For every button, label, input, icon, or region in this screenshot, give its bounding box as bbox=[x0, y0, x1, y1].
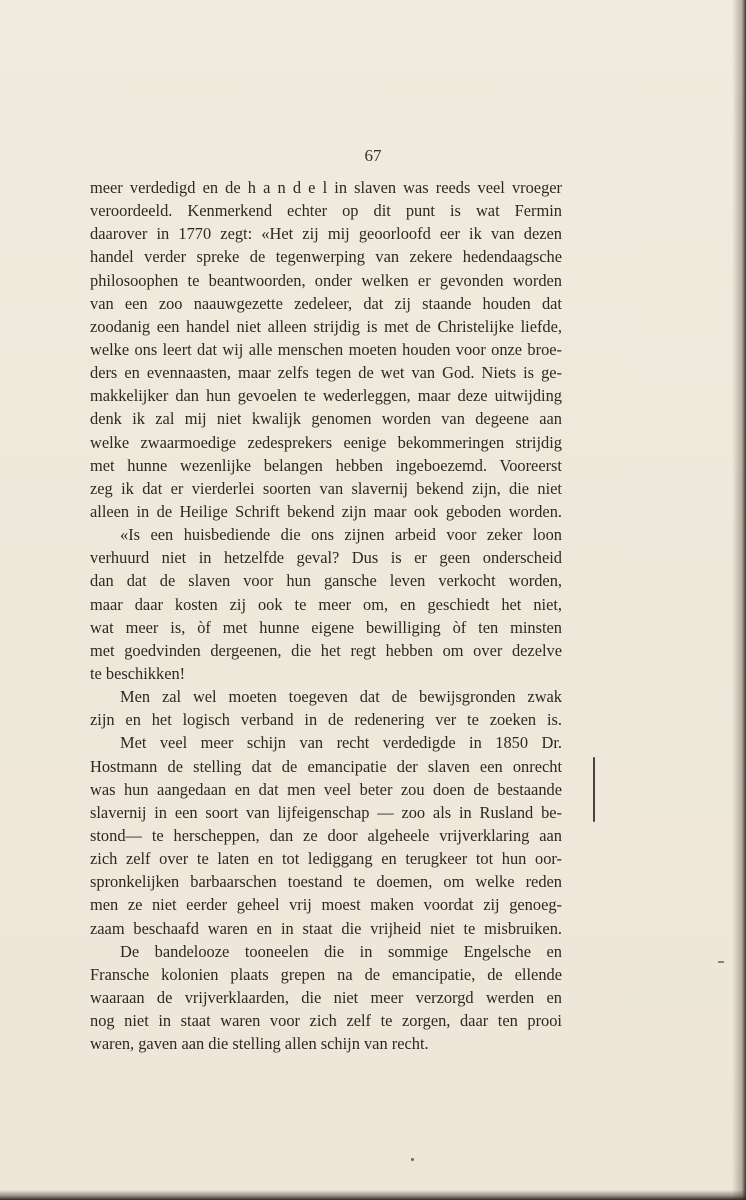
text-line: slavernij in een soort van lijfeigenschap — zoo als in Rusland be- bbox=[90, 802, 562, 822]
text-line: verhuurd niet in hetzelfde geval? Dus is er geen onderscheid bbox=[90, 548, 562, 568]
page-right-edge-shadow bbox=[732, 0, 746, 1200]
paragraph-start-line: De bandelooze tooneelen die in sommige Engelsche en bbox=[120, 941, 562, 961]
text-line: maar daar kosten zij ook te meer om, en geschiedt het niet, bbox=[90, 594, 562, 614]
text-line: spronkelijken barbaarschen toestand te doemen, om welke reden bbox=[90, 872, 562, 892]
margin-marker-line bbox=[593, 757, 595, 822]
text-line: Hostmann de stelling dat de emancipatie der slaven een onrecht bbox=[90, 756, 562, 776]
text-line: philosoophen te beantwoorden, onder welken er gevonden worden bbox=[90, 270, 562, 290]
text-line: meer verdedigd en de h a n d e l in slaven was reeds veel vroeger bbox=[90, 178, 562, 197]
text-line: wat meer is, òf met hunne eigene bewilliging òf ten minsten bbox=[90, 617, 562, 637]
text-line: nog niet in staat waren voor zich zelf te zorgen, daar ten prooi bbox=[90, 1011, 562, 1031]
text-line: Fransche kolonien plaats grepen na de emancipatie, de ellende bbox=[90, 964, 562, 984]
text-line: met goedvinden dergeenen, die het regt hebben om over dezelve bbox=[90, 640, 562, 660]
page-bottom-edge-shadow bbox=[0, 1190, 746, 1200]
paragraph-start-line: Men zal wel moeten toegeven dat de bewijsgronden zwak bbox=[120, 687, 562, 707]
text-line: zoodanig een handel niet alleen strijdig is met de Christelijke liefde, bbox=[90, 316, 562, 336]
paragraph-end-line: te beschikken! bbox=[90, 663, 186, 683]
text-line: stond— te herscheppen, dan ze door algeheele vrijverklaring aan bbox=[90, 825, 562, 845]
paragraph-start-line: Met veel meer schijn van recht verdedigde in 1850 Dr. bbox=[120, 733, 562, 753]
text-line: zich zelf over te laten en tot lediggang en terugkeer tot hun oor- bbox=[90, 849, 562, 869]
text-line: zijn en het logisch verband in de redenering ver te zoeken is. bbox=[90, 710, 562, 730]
text-line: zeg ik dat er vierderlei soorten van slavernij bekend zijn, die niet bbox=[90, 478, 562, 498]
text-line: dan dat de slaven voor hun gansche leven verkocht worden, bbox=[90, 571, 562, 591]
paragraph-start-line: «Is een huisbediende die ons zijnen arbeid voor zeker loon bbox=[120, 525, 562, 545]
body-text bbox=[90, 176, 562, 1055]
paragraph-end-line: waren, gaven aan die stelling allen schijn van recht. bbox=[90, 1034, 429, 1054]
text-line: veroordeeld. Kenmerkend echter op dit punt is wat Fermin bbox=[90, 201, 562, 221]
text-line: denk ik zal mij niet kwalijk genomen worden van degeene aan bbox=[90, 409, 562, 429]
text-line: was hun aangedaan en dat men veel beter zou doen de bestaande bbox=[90, 779, 562, 799]
text-line: welke ons leert dat wij alle menschen moeten houden voor onze broe- bbox=[90, 339, 562, 359]
text-line: handel verder spreke de tegenwerping van zekere hedendaagsche bbox=[90, 247, 562, 267]
paper-speck bbox=[411, 1158, 414, 1161]
text-line: welke zwaarmoedige zedesprekers eenige bekommeringen strijdig bbox=[90, 432, 562, 452]
text-line: met hunne wezenlijke belangen hebben ingeboezemd. Vooreerst bbox=[90, 455, 562, 475]
text-line: alleen in de Heilige Schrift bekend zijn maar ook geboden worden. bbox=[90, 501, 562, 521]
text-line: men ze niet eerder geheel vrij moest maken voordat zij genoeg- bbox=[90, 895, 562, 915]
text-line: waaraan de vrijverklaarden, die niet meer verzorgd werden en bbox=[90, 987, 562, 1007]
text-line: zaam beschaafd waren en in staat die vrijheid niet te misbruiken. bbox=[90, 918, 562, 938]
text-line: van een zoo naauwgezette zedeleer, dat zij staande houden dat bbox=[90, 293, 562, 313]
text-line: makkelijker dan hun gevoelen te wederleggen, maar deze uitwijding bbox=[90, 386, 562, 406]
text-line: ders en evennaasten, maar zelfs tegen de wet van God. Niets is ge- bbox=[90, 363, 562, 383]
page-number: 67 bbox=[364, 146, 382, 165]
margin-dash-mark bbox=[718, 961, 724, 963]
text-line: daarover in 1770 zegt: «Het zij mij geoorloofd eer ik van dezen bbox=[90, 224, 562, 244]
